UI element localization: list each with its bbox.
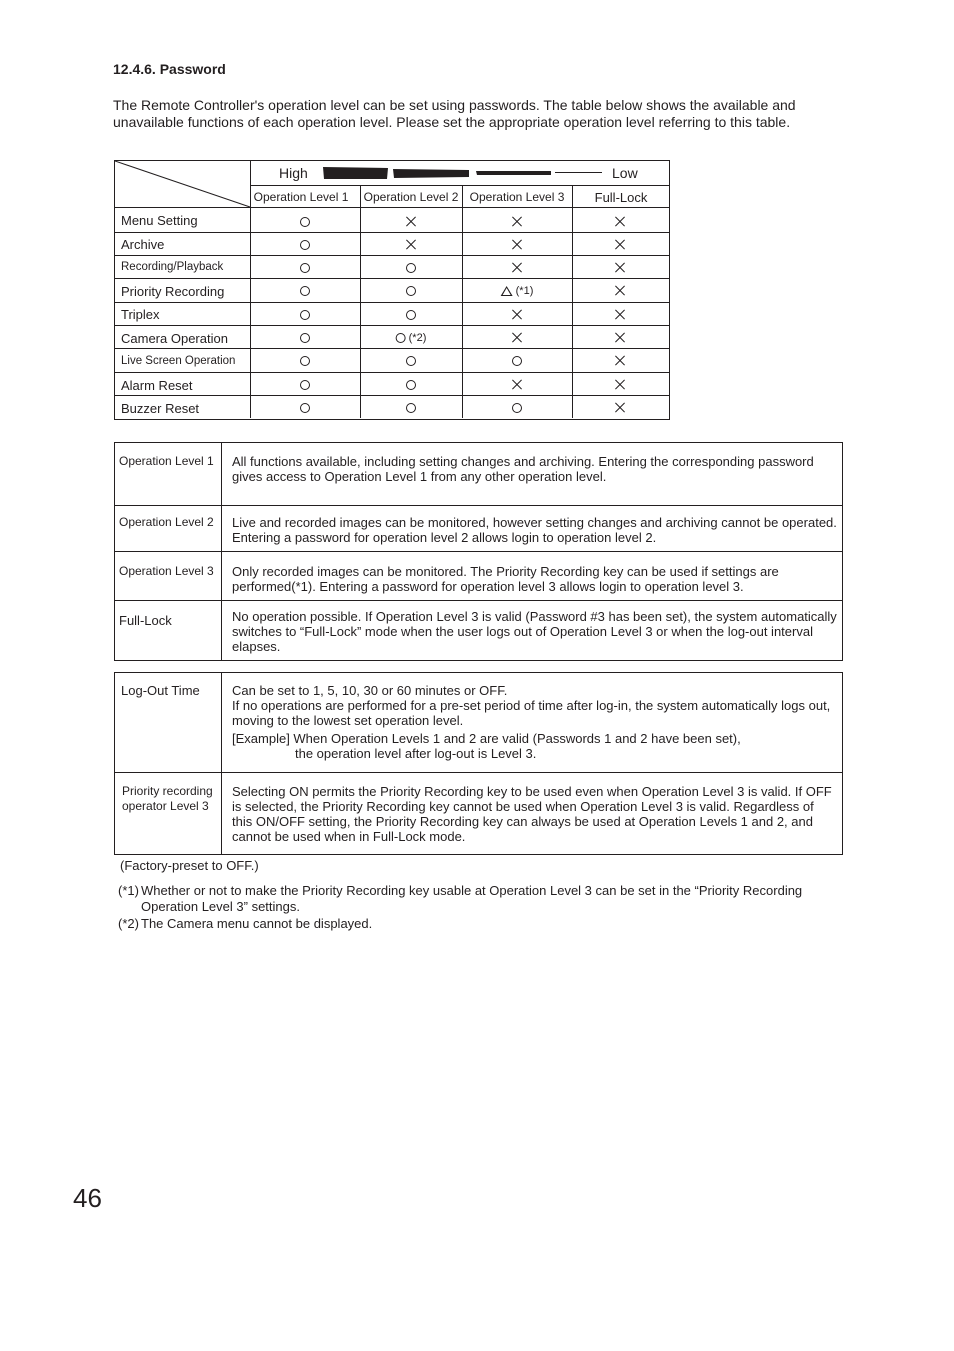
footnote-1-mark: (*1) — [118, 883, 139, 898]
mark-row8-level3 — [512, 376, 523, 391]
mark-row5-full-lock — [615, 306, 626, 321]
mark-row6-level2 — [396, 329, 427, 344]
circle-icon — [406, 403, 416, 413]
cross-icon — [615, 262, 626, 273]
page-number: 46 — [73, 1183, 102, 1213]
mark-row2-level3 — [512, 236, 523, 251]
circle-icon — [406, 263, 416, 273]
full-lock-description: No operation possible. If Operation Level 3 is valid (Password #3 has been set), the system automatically switches to “Full-Lock” mode when the user logs out of Operation Level 3 or when the log-out interval elapses. — [232, 609, 837, 654]
cross-icon — [615, 239, 626, 250]
level-description-table — [114, 442, 843, 661]
operation-level-matrix — [114, 160, 670, 420]
mark-row7-level3 — [512, 352, 522, 367]
triangle-icon — [501, 286, 513, 296]
cross-icon — [615, 309, 626, 320]
logout-time-label: Log-Out Time — [121, 683, 200, 698]
factory-preset-note: (Factory-preset to OFF.) — [120, 858, 259, 873]
cross-icon — [512, 379, 523, 390]
row-label-live-screen-operation: Live Screen Operation — [121, 355, 236, 367]
row-label-archive: Archive — [121, 237, 165, 252]
mark-row9-level1 — [300, 399, 310, 414]
footnote-2-mark: (*2) — [118, 916, 139, 931]
level1-description: All functions available, including setting changes and archiving. Entering the corresponding password gives access to Operation Level 1 from any other operation level. — [232, 454, 814, 484]
circle-icon — [406, 380, 416, 390]
mark-row4-level2 — [406, 282, 416, 297]
low-label: Low — [612, 165, 638, 181]
mark-row5-level1 — [300, 306, 310, 321]
cross-icon — [512, 332, 523, 343]
row-label-triplex: Triplex — [121, 307, 160, 322]
mark-row2-level2 — [406, 236, 417, 251]
circle-icon — [396, 333, 406, 343]
col-header-level2: Operation Level 2 — [363, 190, 459, 204]
row-label-priority-recording: Priority Recording — [121, 284, 225, 299]
circle-icon — [406, 356, 416, 366]
mark-row1-level3 — [512, 213, 523, 228]
mark-row2-full-lock — [615, 236, 626, 251]
mark-row7-level1 — [300, 352, 310, 367]
cross-icon — [512, 239, 523, 250]
circle-icon — [300, 380, 310, 390]
circle-icon — [300, 403, 310, 413]
mark-row1-full-lock — [615, 213, 626, 228]
mark-row6-full-lock — [615, 329, 626, 344]
priority-recording-label: Priority recording operator Level 3 — [122, 784, 213, 813]
level3-description: Only recorded images can be monitored. The Priority Recording key can be used if settings are performed(*1). Entering a password for operation level 3 allows login to operation level 3. — [232, 564, 779, 594]
row-label-recording-playback: Recording/Playback — [121, 261, 224, 273]
circle-icon — [406, 286, 416, 296]
logout-time-description: Can be set to 1, 5, 10, 30 or 60 minutes or OFF. If no operations are performed for a pre-set period of time after log-in, the system automatically logs out, moving to the lowest set operation level. — [232, 683, 831, 728]
cross-icon — [406, 216, 417, 227]
mark-row3-full-lock — [615, 259, 626, 274]
cross-icon — [615, 355, 626, 366]
circle-icon — [512, 356, 522, 366]
circle-icon — [512, 403, 522, 413]
mark-row3-level2 — [406, 259, 416, 274]
mark-row6-level3 — [512, 329, 523, 344]
corner-diagonal — [115, 161, 251, 208]
row-label-menu-setting: Menu Setting — [121, 213, 198, 228]
mark-row3-level1 — [300, 259, 310, 274]
level2-description: Live and recorded images can be monitored, however setting changes and archiving cannot be operated. Entering a password for operation level 2 allows login to operation level 2. — [232, 515, 837, 545]
mark-row8-full-lock — [615, 376, 626, 391]
mark-row4-level3 — [501, 282, 534, 297]
mark-row8-level2 — [406, 376, 416, 391]
row-label-buzzer-reset: Buzzer Reset — [121, 401, 200, 416]
mark-row1-level1 — [300, 213, 310, 228]
circle-icon — [300, 333, 310, 343]
mark-row9-level3 — [512, 399, 522, 414]
col-header-level3: Operation Level 3 — [469, 190, 565, 204]
mark-note: (*1) — [515, 285, 534, 297]
circle-icon — [300, 240, 310, 250]
col-header-full-lock: Full-Lock — [594, 190, 648, 205]
col-header-level1: Operation Level 1 — [253, 190, 349, 204]
mark-row4-full-lock — [615, 282, 626, 297]
row-label-camera-operation: Camera Operation — [121, 331, 228, 346]
cross-icon — [615, 332, 626, 343]
mark-row7-level2 — [406, 352, 416, 367]
mark-row9-level2 — [406, 399, 416, 414]
mark-row6-level1 — [300, 329, 310, 344]
logout-example-line1: [Example] When Operation Levels 1 and 2 are valid (Passwords 1 and 2 have been set), — [232, 731, 741, 746]
mark-row3-level3 — [512, 259, 523, 274]
level3-label: Operation Level 3 — [119, 564, 214, 578]
circle-icon — [300, 310, 310, 320]
mark-row5-level2 — [406, 306, 416, 321]
mark-row9-full-lock — [615, 399, 626, 414]
cross-icon — [406, 239, 417, 250]
priority-recording-description: Selecting ON permits the Priority Recording key to be used even when Operation Level 3 is valid. If OFF is selected, the Priority Recording key cannot be used when Operation Level 3 is valid. Regardless of this ON/OFF setting, the Priority Recording key can always be used at Operation Levels 1 and 2, and cannot be used when in Full-Lock mode. — [232, 784, 832, 844]
row-label-alarm-reset: Alarm Reset — [121, 378, 193, 393]
footnote-1 — [141, 883, 846, 915]
circle-icon — [406, 310, 416, 320]
level2-label: Operation Level 2 — [119, 515, 214, 529]
circle-icon — [300, 356, 310, 366]
cross-icon — [615, 379, 626, 390]
mark-row7-full-lock — [615, 352, 626, 367]
circle-icon — [300, 217, 310, 227]
mark-row4-level1 — [300, 282, 310, 297]
cross-icon — [512, 216, 523, 227]
mark-row1-level2 — [406, 213, 417, 228]
footnote-2: The Camera menu cannot be displayed. — [141, 916, 373, 931]
cross-icon — [512, 262, 523, 273]
full-lock-label: Full-Lock — [119, 613, 172, 628]
mark-row5-level3 — [512, 306, 523, 321]
high-low-gradient-bar — [321, 166, 603, 180]
mark-note: (*2) — [408, 332, 427, 344]
intro-paragraph: The Remote Controller's operation level can be set using passwords. The table below shows the available and unavailable functions of each operation level. Please set the appropriate operation level referring to this table. — [113, 97, 796, 130]
circle-icon — [300, 286, 310, 296]
cross-icon — [615, 402, 626, 413]
cross-icon — [512, 309, 523, 320]
section-heading: 12.4.6. Password — [113, 61, 226, 77]
logout-example-line2: the operation level after log-out is Level 3. — [295, 746, 537, 761]
mark-row2-level1 — [300, 236, 310, 251]
mark-row8-level1 — [300, 376, 310, 391]
high-label: High — [279, 165, 308, 181]
circle-icon — [300, 263, 310, 273]
cross-icon — [615, 216, 626, 227]
level1-label: Operation Level 1 — [119, 454, 214, 468]
footnote-1-text: Whether or not to make the Priority Recording key usable at Operation Level 3 can be set in the “Priority Recording Operation Level 3” settings. — [141, 883, 803, 914]
settings-table — [114, 672, 843, 855]
cross-icon — [615, 285, 626, 296]
